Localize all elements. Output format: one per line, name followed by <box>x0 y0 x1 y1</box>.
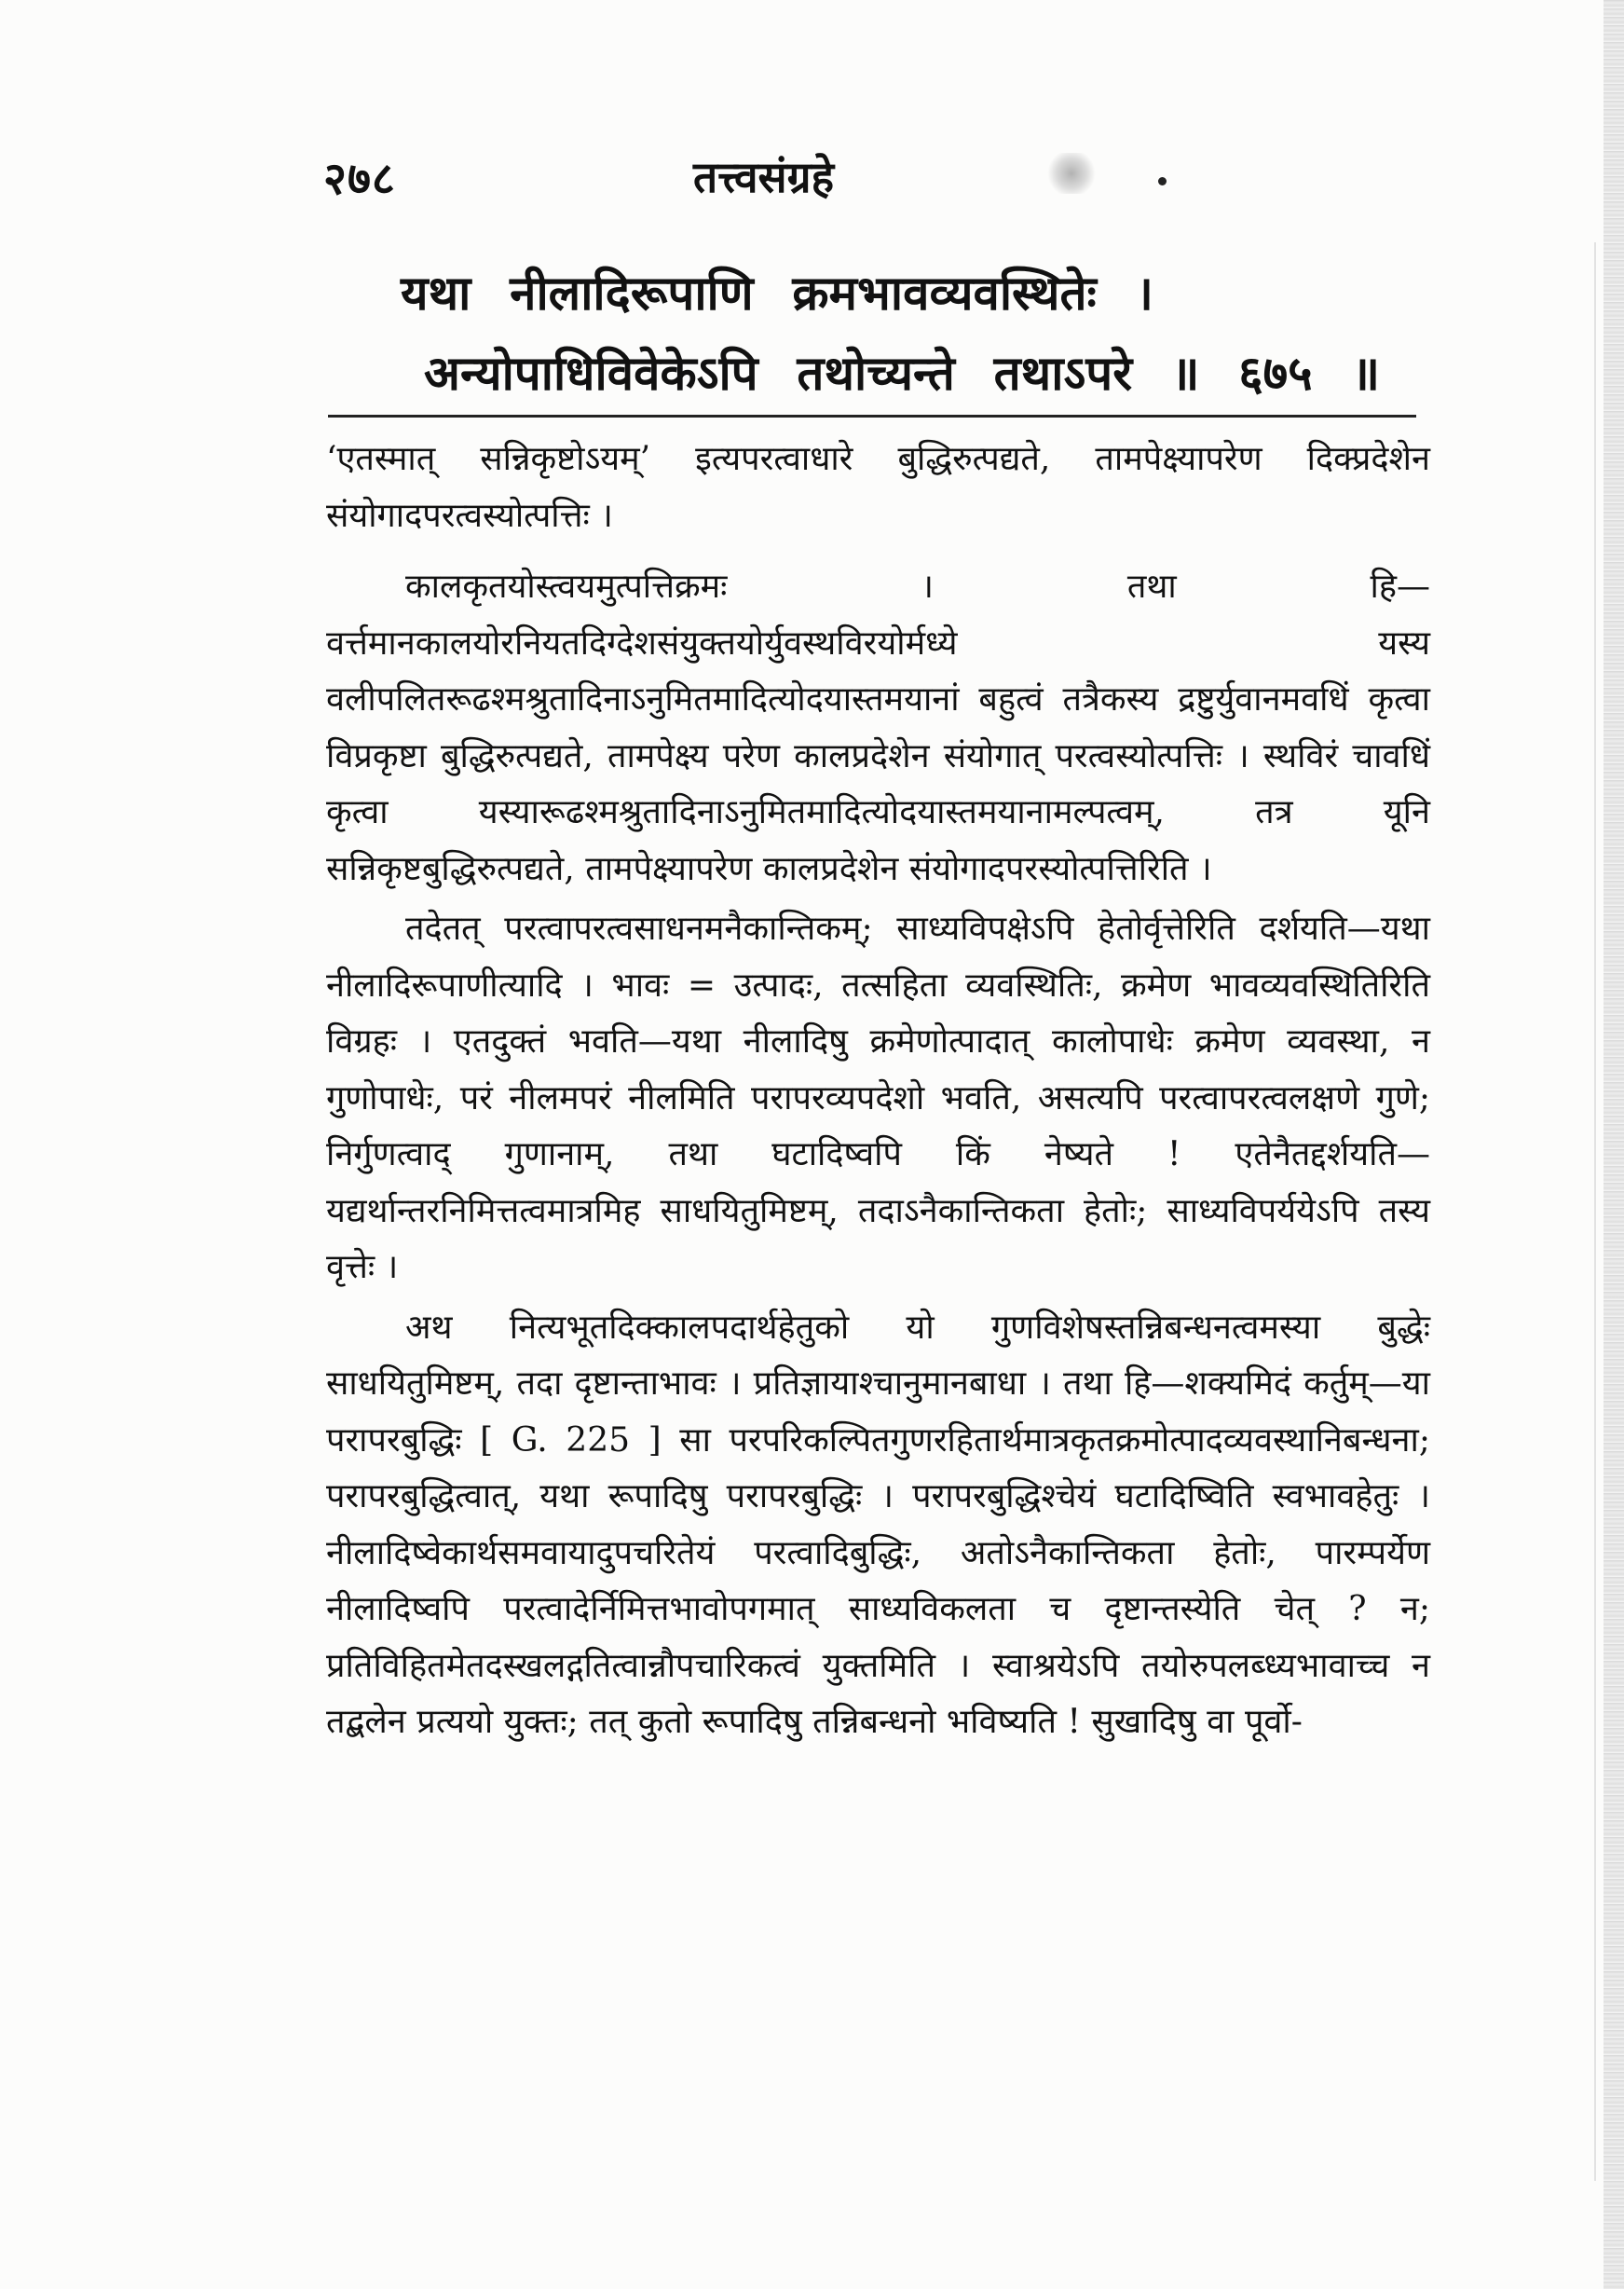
commentary-paragraph: अथ नित्यभूतदिक्कालपदार्थहेतुको यो गुणविशेषस्तन्निबन्धनत्वमस्या बुद्धेः साधयितुमिष्टम्, तदा दृष्टान्ताभावः । प्रतिज्ञायाश्चानुमानबाधा । तथा हि—शक्यमिदं कर्तुम्—या परापरबुद्धिः [ G. 225 ] सा परपरिकल्पितगुणरहितार्थमात्रकृतक्रमोत्पादव्यवस्थानिबन्धना; परापरबुद्धित्वात्, यथा रूपादिषु परापरबुद्धिः । परापरबुद्धिश्चेयं घटादिष्विति स्वभावहेतुः । नीलादिष्वेकार्थसमवायादुपचरितेयं परत्वादिबुद्धिः, अतोऽनैकान्तिकता हेतोः, पारम्पर्येण नीलादिष्वपि परत्वादेर्निमित्तभावोपगमात् साध्यविकलता च दृष्टान्तस्येति चेत् ? न; प्रतिविहितमेतदस्खलद्गतित्वान्नौपचारिकत्वं युक्तमिति । स्वाश्रयेऽपि तयोरुपलब्ध्यभावाच्च न तद्बलेन प्रत्ययो युक्तः; तत् कुतो रूपादिषु तन्निबन्धनो भविष्यति ! सुखादिषु वा पूर्वो- <box>326 1308 1430 1741</box>
verse-line-1: यथा नीलादिरूपाणि क्रमभावव्यवस्थितेः । <box>401 266 1153 322</box>
page-header <box>0 147 1624 212</box>
ink-smudge-mark <box>1045 153 1098 194</box>
scanned-page-edge <box>1604 0 1624 2289</box>
commentary-paragraph: कालकृतयोस्त्वयमुत्पत्तिक्रमः । तथा हि—वर्त्तमानकालयोरनियतदिग्देशसंयुक्तयोर्युवस्थविरयोर्मध्ये यस्य वलीपलितरूढश्मश्रुतादिनाऽनुमितमादित्योदयास्तमयानां बहुत्वं तत्रैकस्य द्रष्टुर्युवानमवधिं कृत्वा विप्रकृष्टा बुद्धिरुत्पद्यते, तामपेक्ष्य परेण कालप्रदेशेन संयोगात् परत्वस्योत्पत्तिः । स्थविरं चावधिं कृत्वा यस्यारूढश्मश्रुतादिनाऽनुमितमादित्योदयास्तमयानामल्पत्वम्, तत्र यूनि सन्निकृष्टबुद्धिरुत्पद्यते, तामपेक्ष्यापरेण कालप्रदेशेन संयोगादपरस्योत्पत्तिरिति । <box>326 568 1430 888</box>
verse-block <box>401 254 1463 414</box>
page-number: २७८ <box>323 153 396 205</box>
page-gutter-line <box>1594 242 1596 2181</box>
commentary-body <box>326 432 1430 1761</box>
commentary-paragraph: ‘एतस्मात् सन्निकृष्टोऽयम्’ इत्यपरत्वाधारे बुद्धिरुत्पद्यते, तामपेक्ष्यापरेण दिक्प्रदेशेन संयोगादपरत्वस्योत्पत्तिः । <box>326 440 1430 535</box>
verse-separator-rule <box>328 415 1416 418</box>
verse-line-2: अन्योपाधिविवेकेऽपि तथोच्यन्ते तथाऽपरे ॥ ६७५ ॥ <box>424 346 1381 402</box>
running-title: तत्त्वसंग्रहे <box>693 152 835 202</box>
commentary-paragraph: तदेतत् परत्वापरत्वसाधनमनैकान्तिकम्; साध्यविपक्षेऽपि हेतोर्वृत्तेरिति दर्शयति—यथा नीलादिरूपाणीत्यादि । भावः = उत्पादः, तत्सहिता व्यवस्थितिः, क्रमेण भावव्यवस्थितिरिति विग्रहः । एतदुक्तं भवति—यथा नीलादिषु क्रमेणोत्पादात् कालोपाधेः क्रमेण व्यवस्था, न गुणोपाधेः, परं नीलमपरं नीलमिति परापरव्यपदेशो भवति, असत्यपि परत्वापरत्वलक्षणे गुणे; निर्गुणत्वाद् गुणानाम्, तथा घटादिष्वपि किं नेष्यते ! एतेनैतद्दर्शयति—यद्यर्थान्तरनिमित्तत्वमात्रमिह साधयितुमिष्टम्, तदाऽनैकान्तिकता हेतोः; साध्यविपर्ययेऽपि तस्य वृत्तेः । <box>326 910 1430 1286</box>
ink-dot-mark <box>1158 177 1167 185</box>
